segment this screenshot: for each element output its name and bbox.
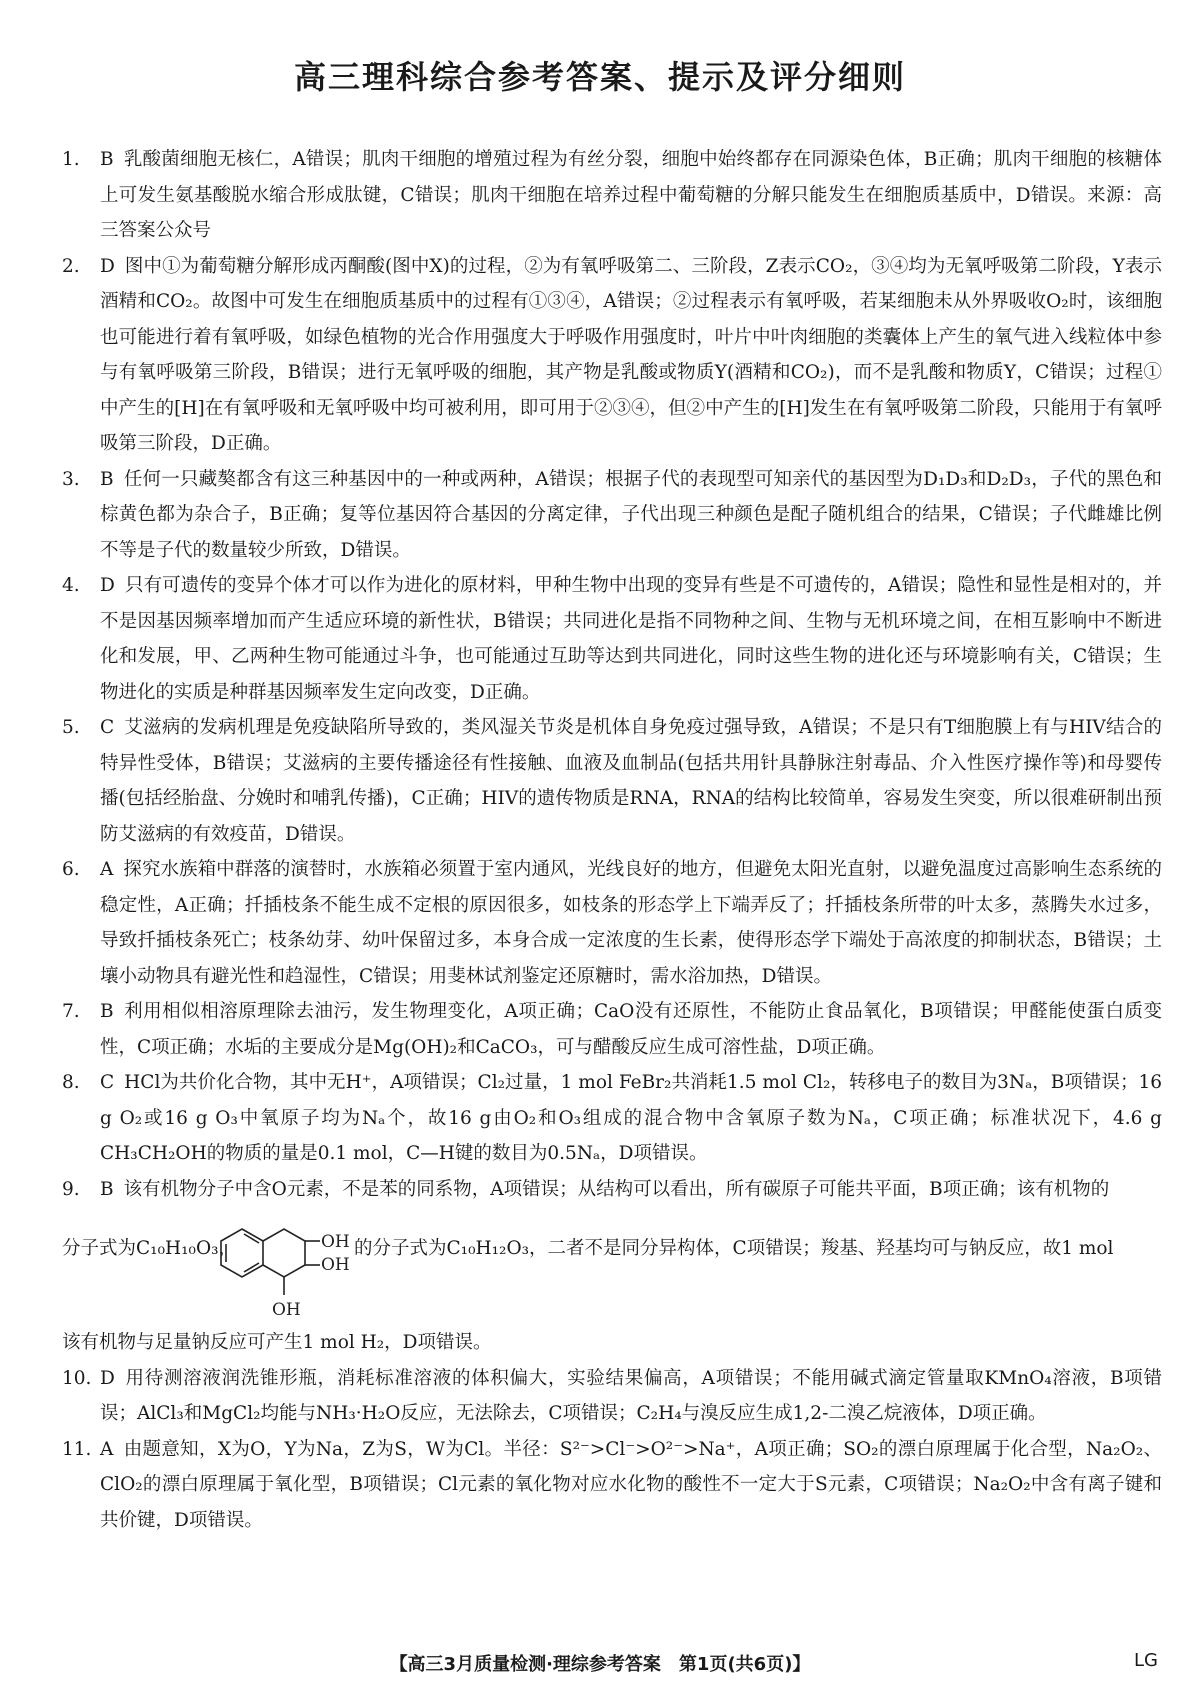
footer-page-info: 【高三3月质量检测·理综参考答案 第1页(共6页)】 — [389, 1654, 811, 1675]
item-answer: B — [100, 1178, 114, 1200]
item-explanation: 艾滋病的发病机理是免疫缺陷所导致的，类风湿关节炎是机体自身免疫过强导致，A错误；不是只有T细胞膜上有与HIV结合的特异性受体，B错误；艾滋病的主要传播途径有性接触、血液及血制品(包括共用针具静脉注射毒品、介入性医疗操作等)和母婴传播(包括经胎盘、分娩时和哺乳传播)，C正确；HIV的遗传物质是RNA，RNA的结构比较简单，容易发生突变，所以很难研制出预防艾滋病的有效疫苗，D错误。 — [100, 717, 1162, 845]
answer-item-4 — [62, 568, 1162, 710]
answer-list — [62, 142, 1162, 1538]
formula-lead-text: 分子式为C₁₀H₁₀O₃， — [62, 1238, 238, 1259]
item-answer: D — [100, 575, 115, 596]
item-number: 9. — [62, 1178, 80, 1200]
item9-continuation: 该有机物与足量钠反应可产生1 mol H₂，D项错误。 — [62, 1332, 492, 1353]
page-title: 高三理科综合参考答案、提示及评分细则 — [293, 58, 906, 96]
answer-item-8 — [62, 1065, 1162, 1172]
answer-item-1 — [62, 142, 1162, 249]
item-explanation: 任何一只藏獒都含有这三种基因中的一种或两种，A错误；根据子代的表现型可知亲代的基因型为D₁D₃和D₂D₃，子代的黑色和棕黄色都为杂合子，B正确；复等位基因符合基因的分离定律，子代出现三种颜色是配子随机组合的结果，C错误；子代雌雄比例不等是子代的数量较少所致，D错误。 — [100, 468, 1162, 561]
item-answer: D — [100, 1367, 115, 1389]
hydroxyl-label-bottom: OH — [272, 1300, 301, 1320]
item-answer: B — [100, 149, 114, 170]
item-explanation: 探究水族箱中群落的演替时，水族箱必须置于室内通风，光线良好的地方，但避免太阳光直射，以避免温度过高影响生态系统的稳定性，A正确；扦插枝条不能生成不定根的原因很多，如枝条的形态学上下端弄反了；扦插枝条所带的叶太多，蒸腾失水过多，导致扦插枝条死亡；枝条幼芽、幼叶保留过多，本身合成一定浓度的生长素，使得形态学下端处于高浓度的抑制状态，B错误；土壤小动物具有避光性和趋湿性，C错误；用斐林试剂鉴定还原糖时，需水浴加热，D错误。 — [100, 859, 1162, 987]
hydroxyl-label-middle: OH — [321, 1255, 350, 1275]
answer-item-7 — [62, 994, 1162, 1065]
item-number: 2. — [62, 255, 80, 277]
item-explanation: 乳酸菌细胞无核仁，A错误；肌肉干细胞的增殖过程为有丝分裂，细胞中始终都存在同源染色体，B正确；肌肉干细胞的核糖体上可发生氨基酸脱水缩合形成肽键，C错误；肌肉干细胞在培养过程中葡萄糖的分解只能发生在细胞质基质中，D错误。来源：高三答案公众号 — [100, 149, 1162, 241]
item-explanation: HCl为共价化合物，其中无H⁺，A项错误；Cl₂过量，1 mol FeBr₂共消耗1.5 mol Cl₂，转移电子的数目为3Nₐ，B项错误；16 g O₂或16 g O₃中氧原子均为Nₐ个，故16 g由O₂和O₃组成的混合物中含氧原子数为Nₐ，C项正确；标准状况下，4.6 g CH₃CH₂OH的物质的量是0.1 mol，C—H键的数目为0.5Nₐ，D项错误。 — [100, 1072, 1162, 1164]
item-number: 1. — [62, 149, 80, 170]
item-number: 11. — [62, 1438, 92, 1460]
item-number: 4. — [62, 575, 80, 596]
item-number: 8. — [62, 1072, 80, 1093]
item-number: 7. — [62, 1001, 80, 1022]
item-answer: A — [100, 1438, 114, 1460]
item-answer: A — [100, 859, 114, 880]
item-number: 10. — [62, 1367, 92, 1389]
footer-code: LG — [1134, 1650, 1158, 1671]
answer-item-10 — [62, 1361, 1162, 1432]
item-explanation: 用待测溶液润洗锥形瓶，消耗标准溶液的体积偏大，实验结果偏高，A项错误；不能用碱式滴定管量取KMnO₄溶液，B项错误；AlCl₃和MgCl₂均能与NH₃·H₂O反应，无法除去，C项错误；C₂H₄与溴反应生成1,2-二溴乙烷液体，D项正确。 — [100, 1367, 1162, 1424]
hydroxyl-label-top: OH — [321, 1232, 350, 1252]
item-answer: D — [100, 255, 115, 277]
item-explanation: 图中①为葡萄糖分解形成丙酮酸(图中X)的过程，②为有氧呼吸第二、三阶段，Z表示CO₂，③④均为无氧呼吸第二阶段，Y表示酒精和CO₂。故图中可发生在细胞质基质中的过程有①③④，A错误；②过程表示有氧呼吸，若某细胞未从外界吸收O₂时，该细胞也可能进行着有氧呼吸，如绿色植物的光合作用强度大于呼吸作用强度时，叶片中叶肉细胞的类囊体上产生的氧气进入线粒体中参与有氧呼吸第三阶段，B错误；进行无氧呼吸的细胞，其产物是乳酸或物质Y(酒精和CO₂)，而不是乳酸和物质Y，C错误；过程①中产生的[H]在有氧呼吸和无氧呼吸中均可被利用，即可用于②③④，但②中产生的[H]发生在有氧呼吸第二阶段，只能用于有氧呼吸第三阶段，D正确。 — [100, 255, 1162, 454]
item-explanation: 该有机物分子中含O元素，不是苯的同系物，A项错误；从结构可以看出，所有碳原子可能共平面，B项正确；该有机物的 — [123, 1178, 1110, 1200]
answer-item-2 — [62, 249, 1162, 462]
structure-line — [62, 1207, 1162, 1325]
item-number: 6. — [62, 859, 80, 880]
item-answer: B — [100, 1001, 114, 1022]
item-number: 3. — [62, 468, 80, 490]
formula-trail-text: 的分子式为C₁₀H₁₂O₃，二者不是同分异构体，C项错误；羧基、羟基均可与钠反应，故1 mol — [354, 1238, 1114, 1259]
answer-item-6 — [62, 852, 1162, 994]
item-answer: B — [100, 468, 114, 490]
answer-item-5 — [62, 710, 1162, 852]
item-number: 5. — [62, 717, 80, 738]
item-answer: C — [100, 1072, 115, 1093]
structural-formula-image — [210, 1207, 354, 1325]
answer-item-11 — [62, 1432, 1162, 1539]
item-explanation: 由题意知，X为O，Y为Na，Z为S，W为Cl。半径：S²⁻>Cl⁻>O²⁻>Na⁺，A项正确；SO₂的漂白原理属于化合型，Na₂O₂、ClO₂的漂白原理属于氧化型，B项错误；Cl元素的氧化物对应水化物的酸性不一定大于S元素，C项错误；Na₂O₂中含有离子键和共价键，D项错误。 — [100, 1438, 1162, 1531]
item-explanation: 利用相似相溶原理除去油污，发生物理变化，A项正确；CaO没有还原性，不能防止食品氧化，B项错误；甲醛能使蛋白质变性，C项正确；水垢的主要成分是Mg(OH)₂和CaCO₃，可与醋酸反应生成可溶性盐，D项正确。 — [100, 1001, 1162, 1058]
item-explanation: 只有可遗传的变异个体才可以作为进化的原材料，甲种生物中出现的变异有些是不可遗传的，A错误；隐性和显性是相对的，并不是因基因频率增加而产生适应环境的新性状，B错误；共同进化是指不同物种之间、生物与无机环境之间，在相互影响中不断进化和发展，甲、乙两种生物可能通过斗争，也可能通过互助等达到共同进化，同时这些生物的进化还与环境影响有关，C错误；生物进化的实质是种群基因频率发生定向改变，D正确。 — [100, 575, 1162, 703]
answer-item-9 — [62, 1172, 1162, 1208]
answer-item-3 — [62, 462, 1162, 569]
item-answer: C — [100, 717, 115, 738]
